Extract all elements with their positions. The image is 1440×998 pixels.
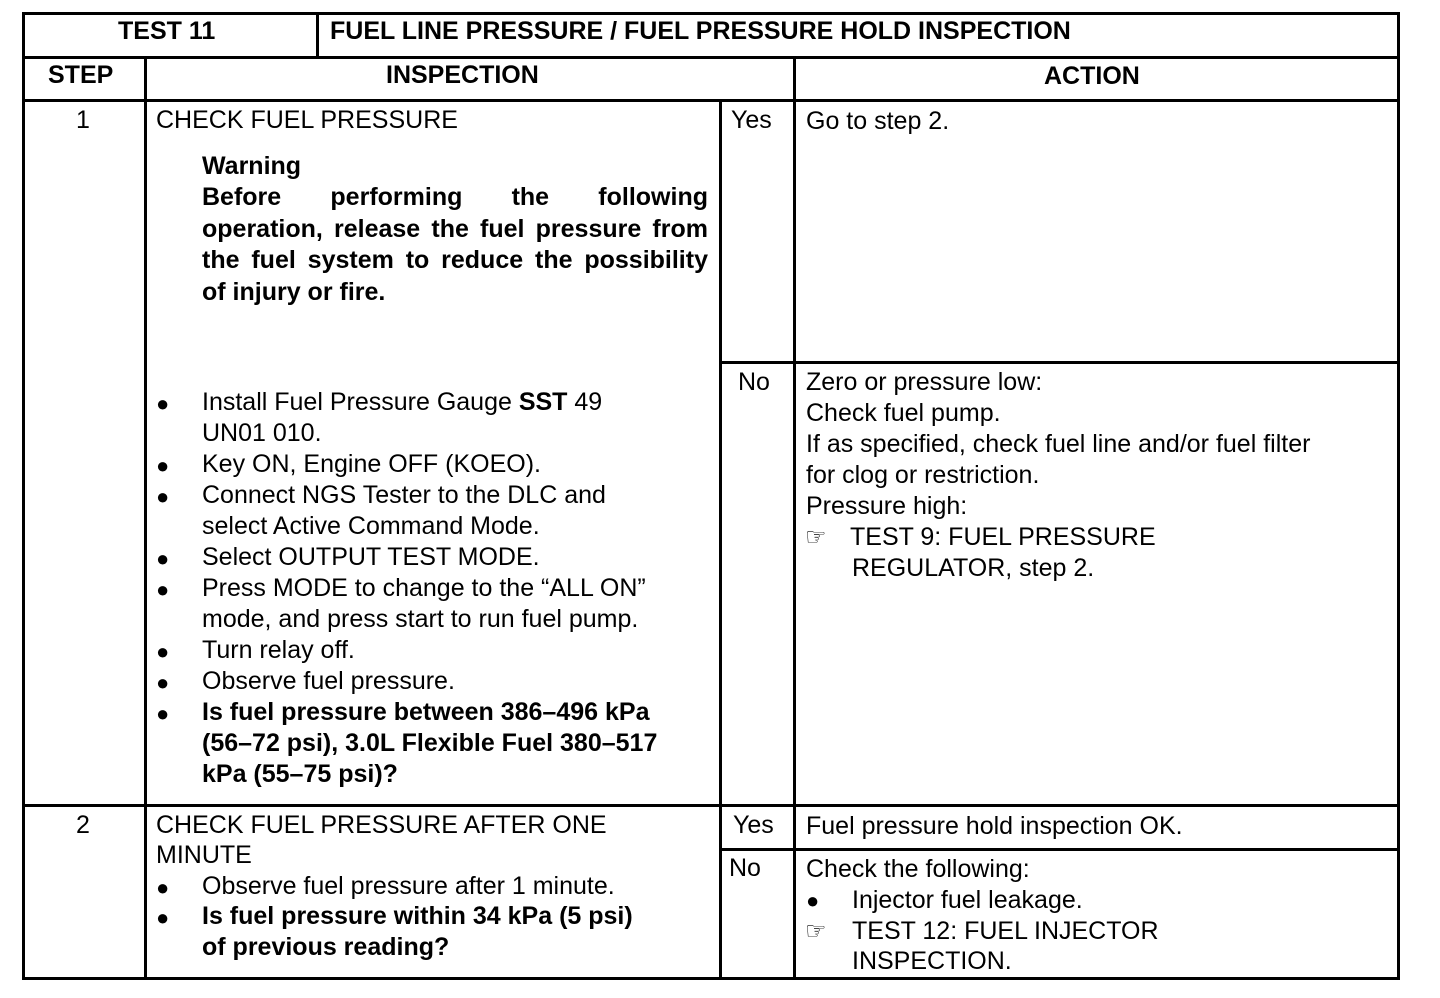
bullet-icon: ● xyxy=(156,639,170,664)
bullet-icon: ● xyxy=(156,546,170,571)
bullet-icon: ● xyxy=(156,577,170,602)
step1-bullet-relay-off: Turn relay off. xyxy=(202,636,355,664)
step2-yes-action: Fuel pressure hold inspection OK. xyxy=(806,812,1183,840)
rule-action-col xyxy=(793,56,796,980)
step1-no-label: No xyxy=(738,368,770,396)
step2-yes-label: Yes xyxy=(733,811,774,839)
step1-bullet-press-mode-cont: mode, and press start to run fuel pump. xyxy=(202,605,639,633)
bullet-icon: ● xyxy=(156,905,170,930)
rule-yes-no-col xyxy=(719,99,722,980)
step2-number: 2 xyxy=(76,811,90,839)
step1-warning-text: Before performing the following operation, release the fuel pressure from the fuel system to reduce the possibility of injury or fire. xyxy=(202,183,708,306)
step1-no-action-line1: Zero or pressure low: xyxy=(806,368,1043,396)
step1-bullet-observe: Observe fuel pressure. xyxy=(202,667,455,695)
step1-bullet-output-test: Select OUTPUT TEST MODE. xyxy=(202,543,540,571)
step1-yes-action: Go to step 2. xyxy=(806,107,950,135)
test-title: FUEL LINE PRESSURE / FUEL PRESSURE HOLD INSPECTION xyxy=(330,17,1071,45)
step1-no-action-line6: TEST 9: FUEL PRESSURE xyxy=(850,523,1156,551)
step1-question-line3: kPa (55–75 psi)? xyxy=(202,760,398,788)
step2-title-line1: CHECK FUEL PRESSURE AFTER ONE xyxy=(156,811,607,839)
bullet-icon: ● xyxy=(156,391,170,416)
rule-step-col xyxy=(144,56,147,980)
column-header-action: ACTION xyxy=(1044,62,1140,90)
step1-no-action-line2: Check fuel pump. xyxy=(806,399,1001,427)
step2-question-line1: Is fuel pressure within 34 kPa (5 psi) xyxy=(202,902,633,930)
column-header-step: STEP xyxy=(48,61,114,89)
step1-no-action-line7: REGULATOR, step 2. xyxy=(852,554,1095,582)
step1-question-line2: (56–72 psi), 3.0L Flexible Fuel 380–517 xyxy=(202,729,658,757)
step1-number: 1 xyxy=(76,106,90,134)
bullet-icon: ● xyxy=(156,701,170,726)
pointing-hand-icon: ☞ xyxy=(805,524,827,551)
rule-columns-bottom xyxy=(22,99,1400,102)
step2-title-line2: MINUTE xyxy=(156,841,252,869)
bullet-icon: ● xyxy=(156,453,170,478)
step1-no-action-line5: Pressure high: xyxy=(806,492,968,520)
step2-no-action-line4: INSPECTION. xyxy=(852,947,1012,975)
step2-no-action-line2: Injector fuel leakage. xyxy=(852,886,1083,914)
bullet-icon: ● xyxy=(156,484,170,509)
rule-step1-bottom xyxy=(22,804,1400,807)
step1-question-line1: Is fuel pressure between 386–496 kPa xyxy=(202,698,650,726)
step2-no-label: No xyxy=(729,854,761,882)
step1-bullet-install-gauge: Install Fuel Pressure Gauge SST 49 xyxy=(202,388,603,416)
step2-bullet-observe: Observe fuel pressure after 1 minute. xyxy=(202,872,615,900)
column-header-inspection: INSPECTION xyxy=(386,61,539,89)
step1-title: CHECK FUEL PRESSURE xyxy=(156,106,458,134)
bullet-icon: ● xyxy=(156,670,170,695)
rule-step1-yes-no xyxy=(719,361,1400,364)
bullet-icon: ● xyxy=(156,875,170,900)
bullet-icon: ● xyxy=(806,888,820,913)
step1-no-action-line3: If as specified, check fuel line and/or fuel filter xyxy=(806,430,1311,458)
step2-question-line2: of previous reading? xyxy=(202,933,450,961)
step1-bullet-connect-ngs: Connect NGS Tester to the DLC and xyxy=(202,481,606,509)
step1-no-action-line4: for clog or restriction. xyxy=(806,461,1040,489)
step1-yes-label: Yes xyxy=(731,106,772,134)
step1-bullet-press-mode: Press MODE to change to the “ALL ON” xyxy=(202,574,646,602)
step1-warning-label: Warning xyxy=(202,152,302,180)
rule-step2-yes-no xyxy=(719,848,1400,851)
rule-header-bottom xyxy=(22,56,1400,59)
test-number: TEST 11 xyxy=(118,17,216,45)
rule-test-title-divider xyxy=(316,12,319,58)
step2-no-action-line1: Check the following: xyxy=(806,855,1030,883)
step1-bullet-connect-ngs-cont: select Active Command Mode. xyxy=(202,512,540,540)
step1-bullet-install-gauge-cont: UN01 010. xyxy=(202,419,322,447)
pointing-hand-icon: ☞ xyxy=(805,918,827,945)
step1-bullet-koeo: Key ON, Engine OFF (KOEO). xyxy=(202,450,541,478)
step2-no-action-line3: TEST 12: FUEL INJECTOR xyxy=(852,917,1159,945)
